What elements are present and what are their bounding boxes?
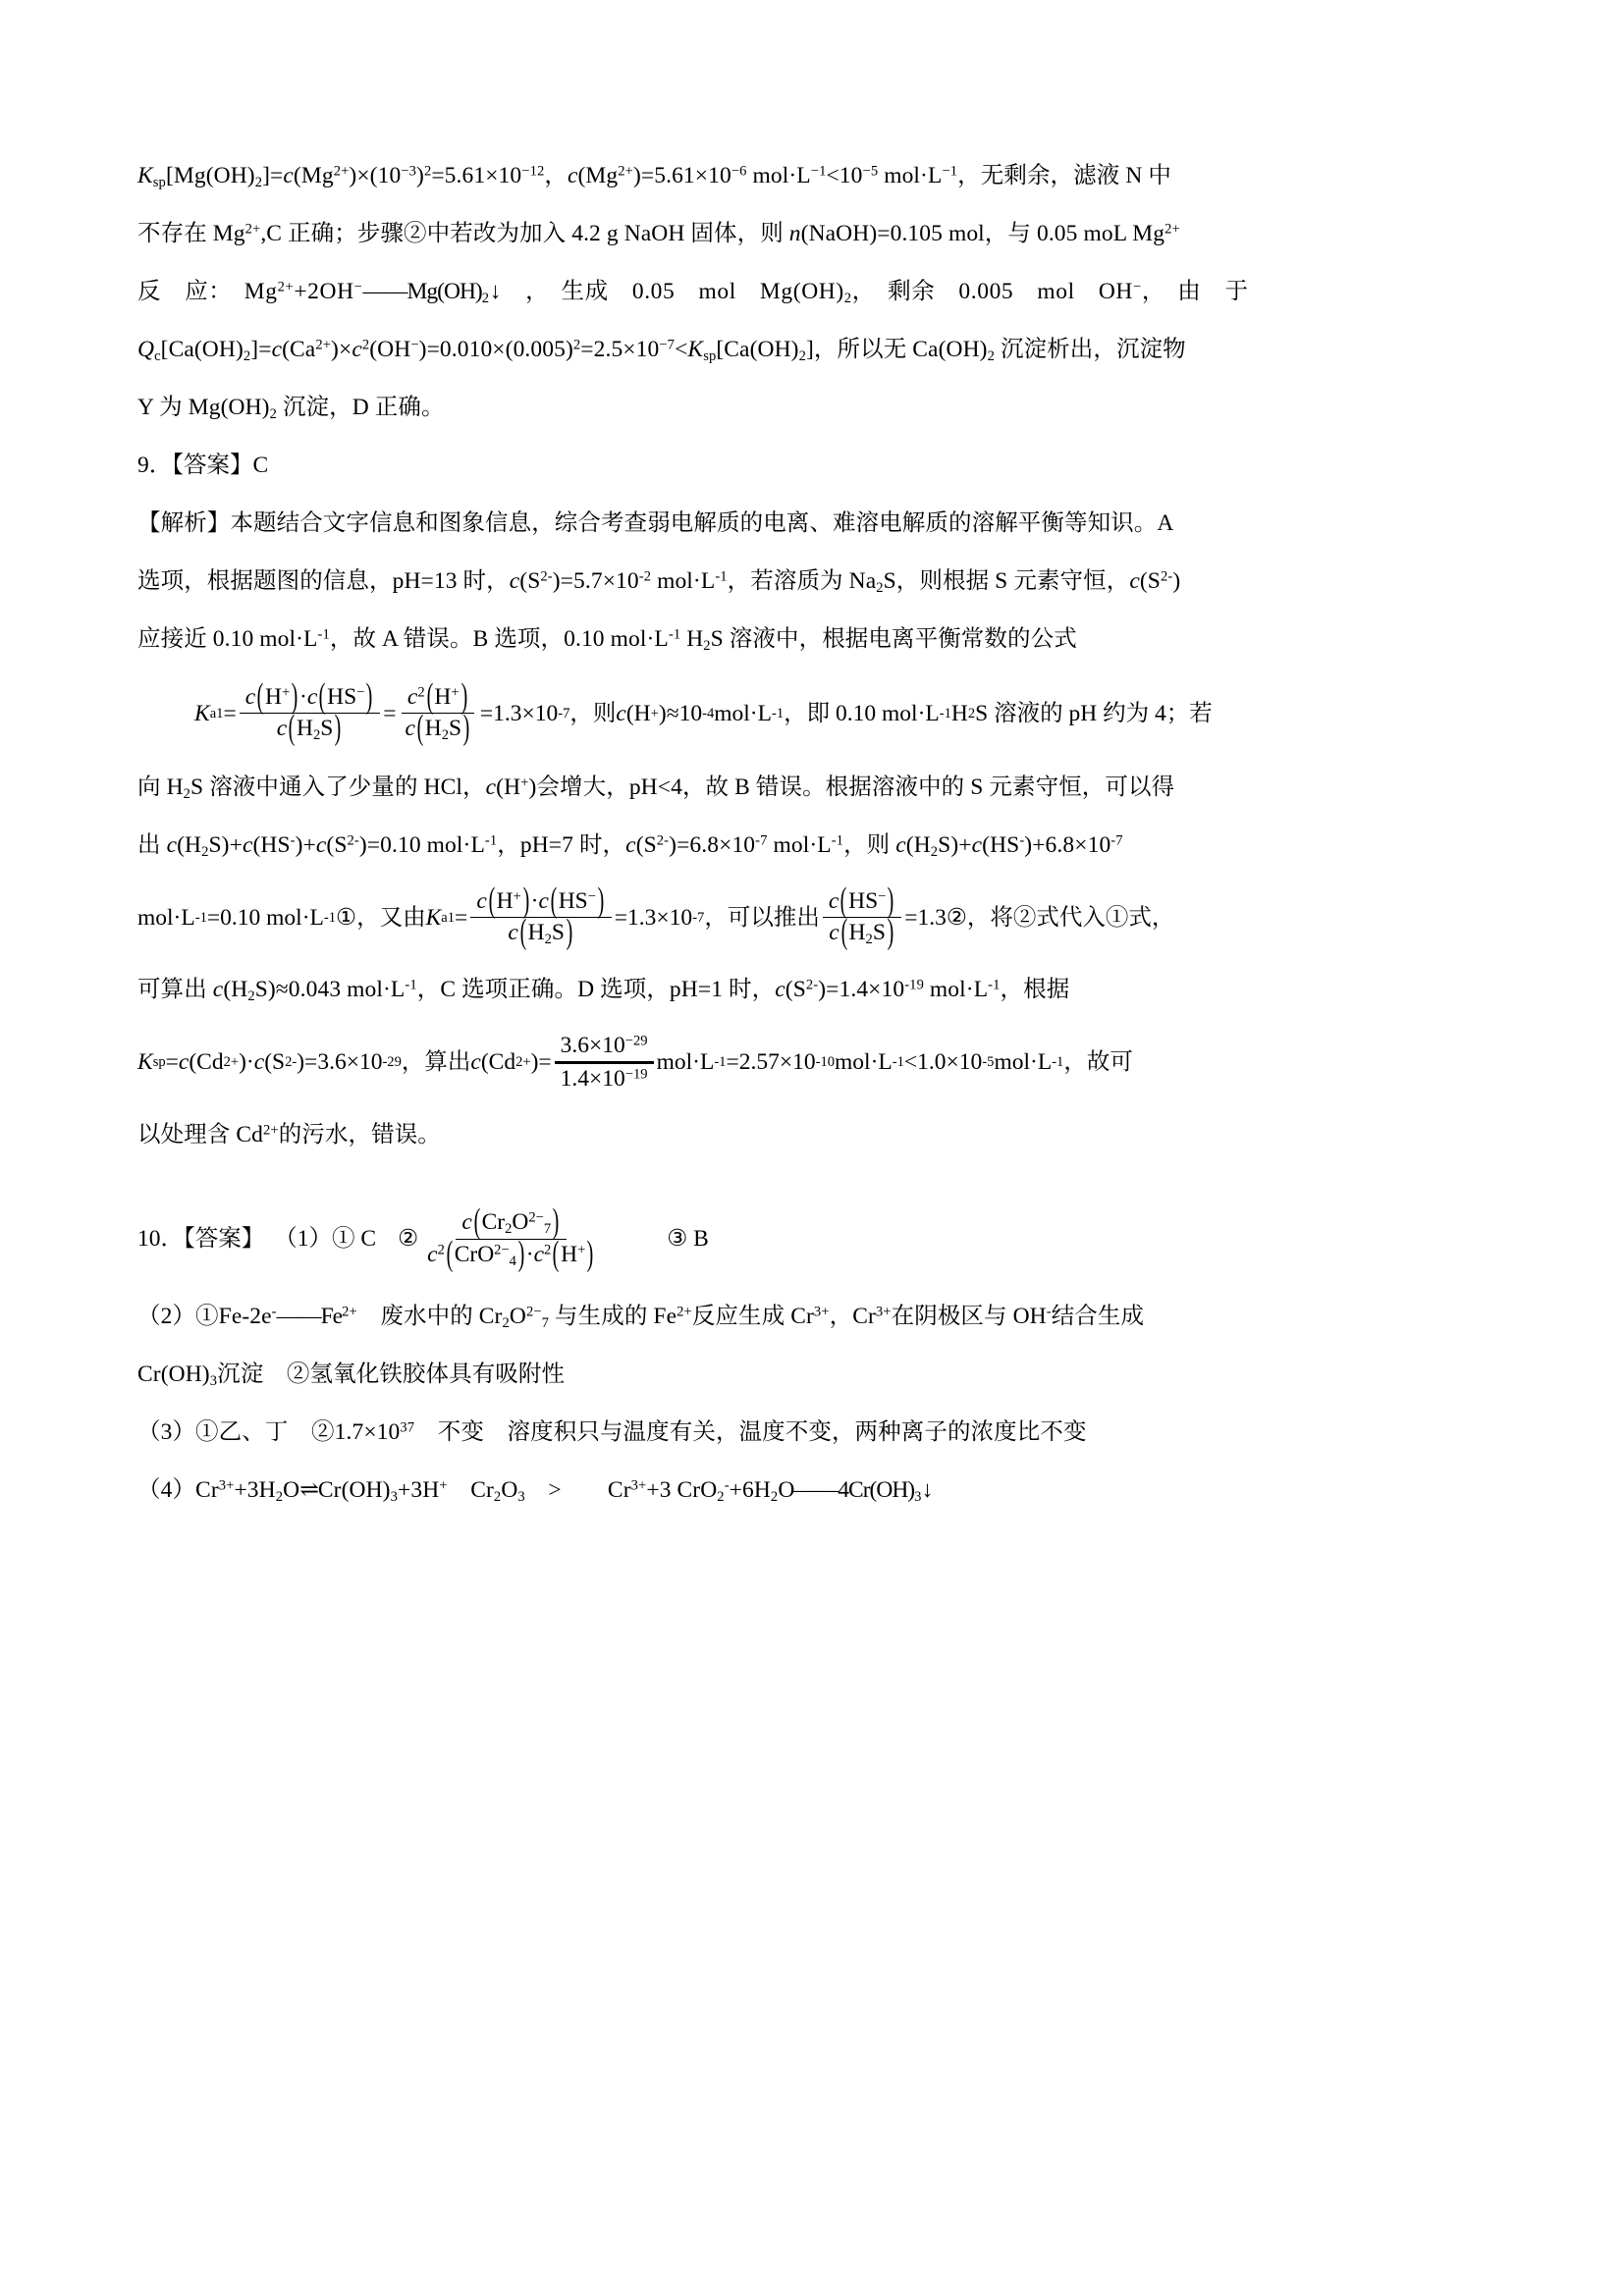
q9-formula-ksp: K sp = c (Cd 2+ )· c (S 2- )=3.6×10 -29 ，算出 c (Cd 2+ )= $\frac{3.6\times 10^{-29}}{1.4\times 10^{-19}}$ mol·L -1 =2.57×10 -10 mol·L -1 <1.0×10 -5 mol·L -1 ，故可 bbox=[137, 1031, 1517, 1095]
circled-two: ② bbox=[398, 1226, 419, 1253]
ka1-fraction-3: $\frac{c(H^+)\cdot c(HS^-)}{c(H_2S)}$ bbox=[470, 886, 611, 949]
q8-line-1: $K_{sp}[Mg(OH)_2]=c(Mg^{2+})\times(10^{-3})^2=5.61\times 10^{-12}$，$c(Mg^{2+})=5.61\times 10^{-6}$ $mol\cdot L^{-1}<10^{-5}$ $mol\cdot L^{-1}$，无剩余，滤液 N 中 bbox=[137, 163, 1171, 191]
q9-analysis-line-3: 应接近 0.10 $mol\cdot L^{-1}$，故 A 错误。B 选项，0.10 $mol\cdot L^{-1}$ $H_2S$ 溶液中，根据电离平衡常数的公式 bbox=[137, 626, 1077, 655]
section-spacer bbox=[137, 1164, 1517, 1190]
q9-analysis-line-2: 选项，根据题图的信息，pH=13 时，$c(S^{2-})=5.7\times 10^{-2}$ $mol\cdot L^{-1}$，若溶质为 $Na_2S$，则根据 S 元素守恒，$c(S^{2-})$ bbox=[137, 568, 1181, 597]
q9-block bbox=[137, 437, 1517, 1164]
q8-explanation-block bbox=[137, 147, 1517, 437]
ka1-fraction-2: $\frac{c^2(H^+)}{c(H_2S)}$ bbox=[399, 682, 476, 745]
circled-one: ① bbox=[336, 904, 357, 931]
q9-formula-line-2: mol·L -1 =0.10 mol·L -1 ① ，又由 K a1 = $\frac{c(H^+)\cdot c(HS^-)}{c(H_2S)}$ =1.3×10 -7 ，可以推出 $\frac{c(HS^-)}{c(H_2S)}$ =1.3 ② ，将②式代入①式， bbox=[137, 881, 1175, 952]
equilibrium-constant-fraction: $\frac{c(Cr_2O^{2-}_7)}{c^2(CrO^{2-}_4)\cdot c^2(H^+)}$ bbox=[427, 1201, 594, 1274]
q10-answer-head: 10．【答案】 （1）① C ② $\frac{c(Cr_2O^{2-}_7)}{c^2(CrO^{2-}_4)\cdot c^2(H^+)}$ ③ B bbox=[137, 1201, 709, 1274]
document-body bbox=[137, 147, 1517, 1520]
q9-analysis-line-6: 可算出 $c(H_2S)\approx 0.043$ $mol\cdot L^{-1}$，C 选项正确。D 选项，pH=1 时，$c(S^{2-})=1.4\times 10^{-19}$ $mol\cdot L^{-1}$，根据 bbox=[137, 976, 1070, 1004]
q10-part3-line: （3）①乙、丁 $②1.7\times 10^{37}$ 不变 溶度积只与温度有关，温度不变，两种离子的浓度比不变 bbox=[137, 1419, 1087, 1445]
reversible-arrow: ⇌ bbox=[299, 1477, 318, 1503]
q9-analysis-line-7: 以处理含 $Cd^{2+}$的污水，错误。 bbox=[137, 1122, 441, 1148]
ka1-fraction-1: $\frac{c(H^+)\cdot c(HS^-)}{c(H_2S)}$ bbox=[240, 682, 380, 745]
q8-line-5: Y 为 $Mg(OH)_2$ 沉淀，D 正确。 bbox=[137, 395, 445, 423]
q8-line-4: $Q_c[Ca(OH)_2]=c(Ca^{2+})\times c^2(OH^-)=0.010\times(0.005)^2=2.5\times 10^{-7}<K_{sp}[Ca(OH)_2]$，所以无 $Ca(OH)_2$ 沉淀析出，沉淀物 bbox=[137, 337, 1186, 365]
q10-part2-line-1: $(2)①Fe-2e^-——Fe^{2+}$ 废水中的 $Cr_2O^{2-}_7$ 与生成的 $Fe^{2+}$反应生成 $Cr^{3+}$，$Cr^{3+}$在阴极区与 OH-结合生成 bbox=[137, 1304, 1145, 1332]
q8-line-2: 不存在 $Mg^{2+},C$ 正确；步骤②中若改为加入 4.2 g NaOH 固体，则 n(NaOH)=0.105 mol，与 0.05 moL $Mg^{2+}$ bbox=[137, 221, 1180, 246]
ksp-symbol: K bbox=[137, 163, 153, 188]
q10-part4-line: $(4)Cr^{3+}+3H_2O\rightleftharpoons Cr(OH)_3+3H^+$ $Cr_2O_3$ > $Cr^{3+}+3$ $CrO_2^-+6H_2O——4Cr(OH)_3↓$ bbox=[137, 1477, 934, 1506]
q10-block bbox=[137, 1201, 1517, 1520]
q9-analysis-line-5: 出 $c(H_2S)+c(HS^-)+c(S^{2-})=0.10$ $mol\cdot L^{-1}$，pH=7 时，$c(S^{2-})=6.8\times 10^{-7}$ $mol\cdot L^{-1}$，则 $c(H_2S)+c(HS^-)+6.8\times 10^{-7}$ bbox=[137, 831, 1123, 860]
q9-analysis-line-1: 【解析】本题结合文字信息和图象信息，综合考查弱电解质的电离、难溶电解质的溶解平衡等知识。A bbox=[137, 510, 1174, 536]
circled-two: ② bbox=[946, 904, 967, 931]
q9-formula-ka1: K a1 = $\frac{c(H^+)\cdot c(HS^-)}{c(H_2S)}$ = $\frac{c^2(H^+)}{c(H_2S)}$ =1.3×10 -7 ，则 c (H + )≈10 -4 mol·L -1 ，即 0.10 mol·L -1 H 2 S 溶液的 pH 约为 4；若 bbox=[194, 676, 1213, 749]
hs-h2s-ratio-fraction: $\frac{c(HS^-)}{c(H_2S)}$ bbox=[823, 886, 901, 949]
analysis-label: 【解析】 bbox=[137, 510, 231, 536]
cd-concentration-fraction: $\frac{3.6\times 10^{-29}}{1.4\times 10^{-19}}$ bbox=[555, 1031, 654, 1095]
q10-part2-line-2: $Cr(OH)_3$沉淀 ②氢氧化铁胶体具有吸附性 bbox=[137, 1362, 566, 1390]
q9-analysis-line-4: 向 $H_2S$ 溶液中通入了少量的 HCl，c(H+)会增大，pH<4，故 B 错误。根据溶液中的 S 元素守恒，可以得 bbox=[137, 774, 1175, 802]
q8-line-3: 反 应： $Mg^{2+}+2OH^-——Mg(OH)_2↓$ ， 生成 0.05 mol $Mg(OH)_2$， 剩余 0.005 mol OH−， 由 于 bbox=[137, 279, 1249, 307]
q9-answer-line: 9．【答案】C bbox=[137, 453, 269, 478]
